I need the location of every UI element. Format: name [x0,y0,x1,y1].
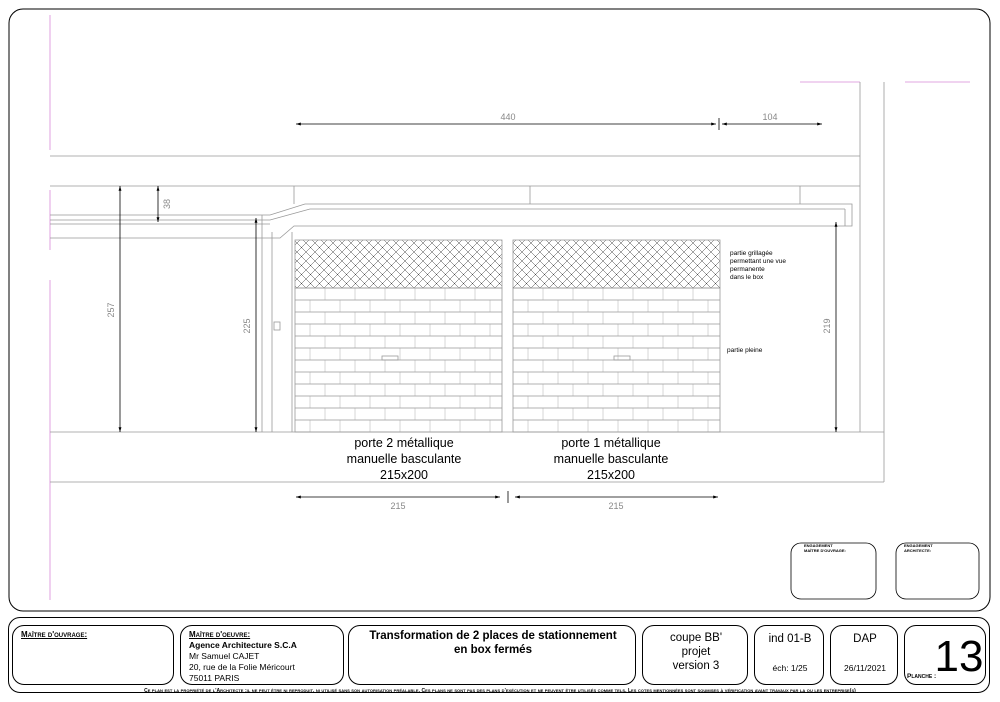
door-1 [513,240,720,432]
maitre-oeuvre-cell [180,625,344,685]
phase-cell [830,625,898,685]
dim-440: 440 [500,112,516,122]
sheet-frame [9,9,990,611]
maitre-oeuvre-company: Agence Architecture S.C.A [189,640,297,650]
door-2-handle [382,356,398,360]
maitre-ouvrage-label: Maître d'ouvrage: [21,630,88,639]
annotation-grille-3: permanente [730,266,765,273]
door-1-label-line2: manuelle basculante [553,452,669,466]
sheet-line2: projet [681,646,711,658]
index-value: ind 01-B [768,633,812,645]
door-2 [295,240,502,432]
maitre-oeuvre-label: Maître d'oeuvre: [189,630,251,639]
project-title-line1: Transformation de 2 places de stationnement [369,630,617,642]
engagement-mo-line2: MAÎTRE D'OUVRAGE: [804,548,846,553]
dim-225: 225 [242,318,252,334]
footer-legal-note: Ce plan est la propriété de l'Architecte :il ne peut être ni reproduit, ni utilisé sans son autorisation préalable. Ces plans ne sont pas des plans d'exécution et ne peuvent être utilisés comme tels. Les cotes mentionnées sont soumises à vérification avant travaux par la ou les entreprise(s) [144,688,856,694]
dim-215-right: 215 [608,501,624,511]
annotation-grille-4: dans le box [730,274,764,281]
dim-219: 219 [822,318,832,334]
door-1-label-line1: porte 1 métallique [561,436,661,450]
annotation-grille-1: partie grillagée [730,250,773,257]
engagement-arch-line1: ENGAGEMENT [904,543,933,548]
door-2-slats [295,288,502,432]
door-2-label-line2: manuelle basculante [346,452,462,466]
planche-label: Planche : [907,673,937,680]
annotation-pleine: partie pleine [727,347,763,354]
dim-215-left: 215 [390,501,406,511]
maitre-oeuvre-city: 75011 PARIS [189,673,240,683]
maitre-oeuvre-street: 20, rue de la Folie Méricourt [189,662,295,672]
maitre-oeuvre-person: Mr Samuel CAJET [189,651,260,661]
maitre-ouvrage-cell [12,625,174,685]
project-title-line2: en box fermés [454,644,532,656]
dim-38: 38 [162,198,172,210]
dimension-texts [106,112,832,511]
annotations [727,250,786,354]
title-block [8,617,990,693]
door-labels [347,436,669,482]
planche-number: 13 [934,632,984,681]
engagement-mo-line1: ENGAGEMENT [804,543,833,548]
phase-value: DAP [853,633,877,645]
sheet-line1: coupe BB' [669,632,723,644]
sheet-line3: version 3 [672,660,720,672]
sheet-cell [642,625,748,685]
planche-cell [904,625,986,685]
door-1-handle [614,356,630,360]
project-title-cell [348,625,636,685]
annotation-grille-2: permettant une vue [730,258,787,265]
dim-257: 257 [106,302,116,318]
door-2-label-line3: 215x200 [380,468,428,482]
door-1-label-line3: 215x200 [587,468,635,482]
engagement-arch-line2: ARCHITECTE: [904,548,932,553]
door-2-label-line1: porte 2 métallique [354,436,454,450]
dimension-lines [120,118,836,503]
phase-date: 26/11/2021 [844,663,886,673]
index-scale: éch: 1/25 [772,663,808,673]
construction-lines [50,15,970,600]
dim-104: 104 [762,112,778,122]
index-cell [754,625,824,685]
